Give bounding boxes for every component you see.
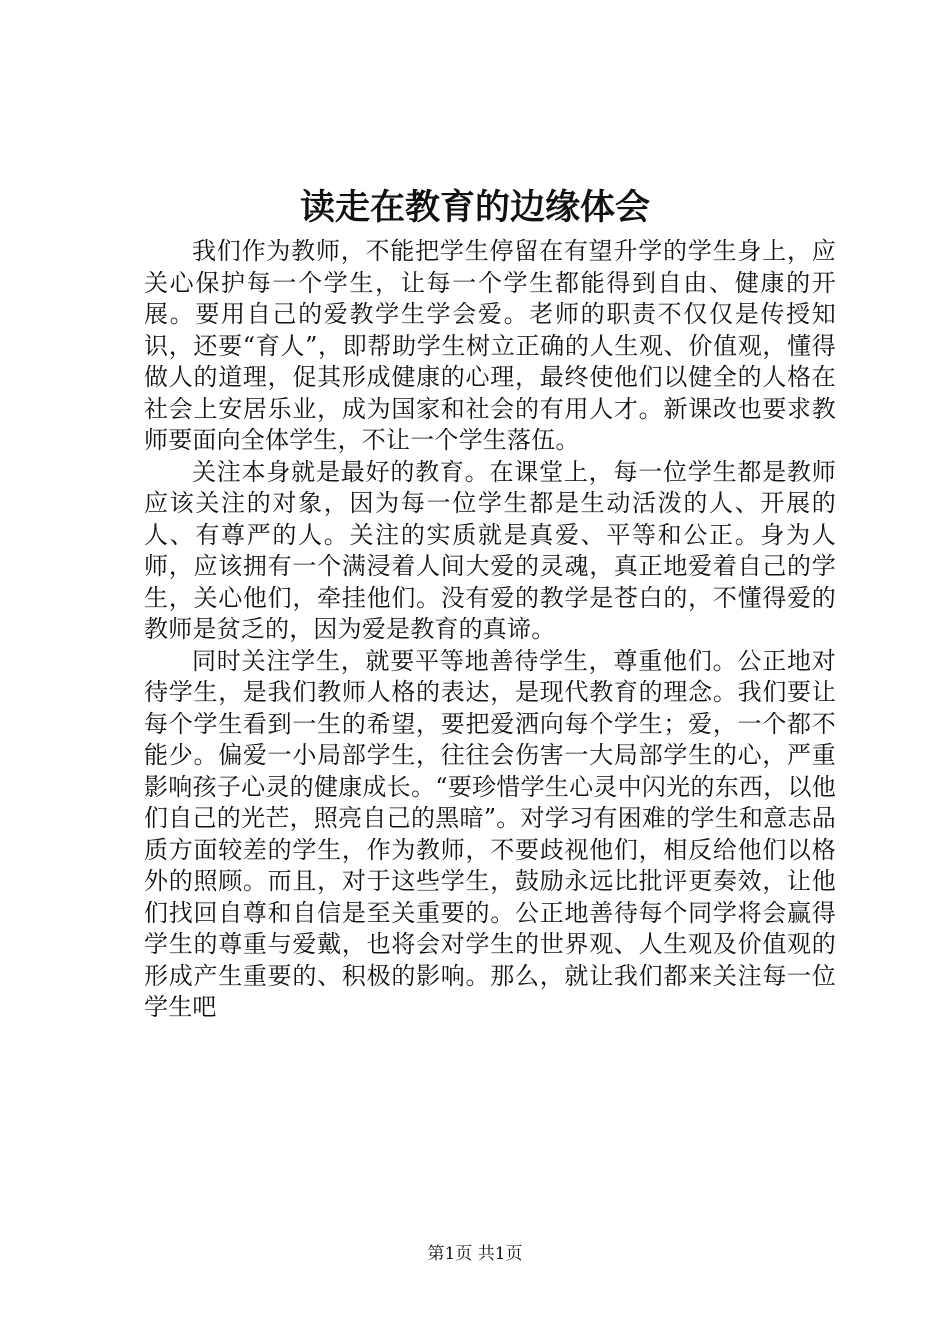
page-number-footer: 第1页 共1页: [427, 1244, 523, 1264]
document-body: [144, 236, 836, 1024]
document-title: 读走在教育的边缘体会: [299, 187, 650, 228]
paragraph-2: 关注本身就是最好的教育。在课堂上，每一位学生都是教师应该关注的对象，因为每一位学生都是生动活泼的人、开展的人、有尊严的人。关注的实质就是真爱、平等和公正。身为人师，应该拥有一个满浸着人间大爱的灵魂，真正地爱着自己的学生，关心他们，牵挂他们。没有爱的教学是苍白的，不懂得爱的教师是贫乏的，因为爱是教育的真谛。: [144, 457, 836, 643]
paragraph-1: 我们作为教师，不能把学生停留在有望升学的学生身上，应关心保护每一个学生，让每一个学生都能得到自由、健康的开展。要用自己的爱教学生学会爱。老师的职责不仅仅是传授知识，还要“育人”，即帮助学生树立正确的人生观、价值观，懂得做人的道理，促其形成健康的心理，最终使他们以健全的人格在社会上安居乐业，成为国家和社会的有用人才。新课改也要求教师要面向全体学生，不让一个学生落伍。: [144, 237, 836, 454]
paragraph-3: 同时关注学生，就要平等地善待学生，尊重他们。公正地对待学生，是我们教师人格的表达，是现代教育的理念。我们要让每个学生看到一生的希望，要把爱洒向每个学生；爱，一个都不能少。偏爱一小局部学生，往往会伤害一大局部学生的心，严重影响孩子心灵的健康成长。“要珍惜学生心灵中闪光的东西，以他们自己的光芒，照亮自己的黑暗”。对学习有困难的学生和意志品质方面较差的学生，作为教师，不要歧视他们，相反给他们以格外的照顾。而且，对于这些学生，鼓励永远比批评更奏效，让他们找回自尊和自信是至关重要的。公正地善待每个同学将会赢得学生的尊重与爱戴，也将会对学生的世界观、人生观及价值观的形成产生重要的、积极的影响。那么，就让我们都来关注每一位学生吧: [144, 646, 836, 1021]
